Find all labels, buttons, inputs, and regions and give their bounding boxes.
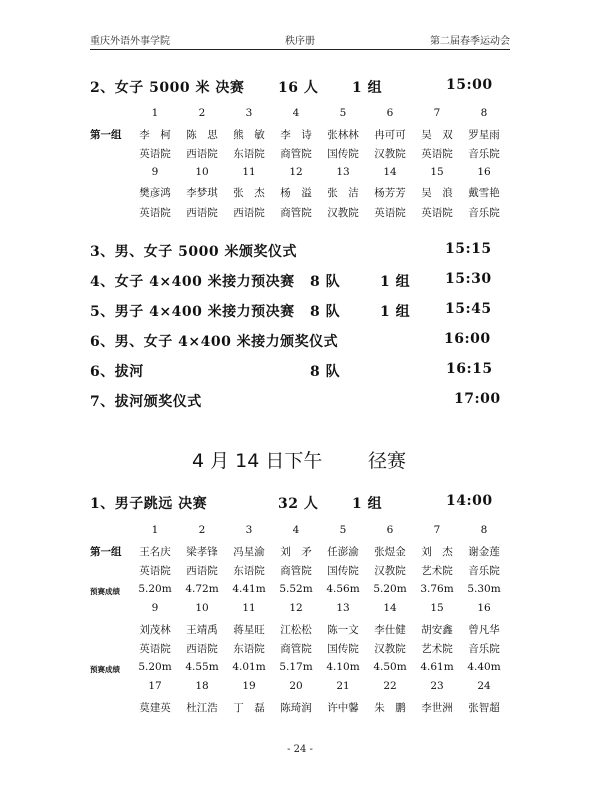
schedule-title: 6、拔河 [90,364,144,380]
event2-cell: 4.40m [467,660,501,673]
event1-cell: 西语院 [233,206,265,219]
event2-cell: 4.50m [373,660,407,673]
event2-cell: 曾凡华 [468,623,500,636]
event1-cell: 国传院 [327,148,359,160]
event2-cell: 英语院 [139,643,171,655]
event2-row-label: 预赛成绩 [90,586,120,596]
schedule-count: 8 队 [310,304,341,320]
event2-row [0,544,600,560]
event2-row [0,622,600,638]
schedule-count: 8 队 [310,364,341,380]
event1-cell: 3 [245,107,253,119]
event2-row-label: 第一组 [90,545,122,558]
event1-time: 15:00 [446,77,493,93]
schedule-groups: 1 组 [380,274,411,290]
schedule-title: 6、男、女子 4×400 米接力颁奖仪式 [90,334,339,350]
event2-cell: 21 [336,680,350,692]
event1-cell: 西语院 [186,206,218,219]
header-event: 第二届春季运动会 [430,36,510,47]
event2-cell: 艺术院 [421,643,453,655]
event2-cell: 5.20m [138,660,172,673]
event1-cell: 8 [480,107,488,119]
event1-cell: 15 [430,165,444,178]
event1-cell: 东语院 [233,148,265,160]
event2-cell: 张煜金 [374,545,406,558]
event2-cell: 许中馨 [327,701,359,714]
event1-cell: 吴 双 [421,128,453,141]
event2-cell: 杜江浩 [186,701,218,714]
event1-cell: 英语院 [374,206,406,219]
schedule-title: 5、男子 4×400 米接力预决赛 [90,304,295,320]
event2-cell: 19 [242,680,256,692]
event1-cell: 樊彦鸿 [139,187,171,199]
event2-cell: 3 [245,524,253,536]
event2-cell: 音乐院 [468,565,500,577]
event2-cell: 音乐院 [468,643,500,655]
schedule-time: 17:00 [454,391,501,407]
section-type: 径赛 [368,450,407,472]
event1-row [0,146,600,162]
event1-cell: 陈 思 [186,128,218,141]
event2-cell: 4.10m [326,660,360,673]
event2-title: 1、男子跳远 决赛 [90,496,208,512]
schedule-time: 16:00 [444,331,491,347]
event2-cell: 朱 鹏 [374,701,406,714]
event2-cell: 4 [292,524,300,536]
event2-time: 14:00 [446,493,493,509]
event2-cell: 冯星渝 [233,545,265,558]
event1-row-label: 第一组 [90,128,122,141]
event2-cell: 江松松 [280,623,312,636]
event1-cell: 熊 敏 [233,128,265,141]
event1-cell: 罗星雨 [468,128,500,141]
schedule-groups: 1 组 [380,304,411,320]
event2-cell: 刘茂林 [139,623,171,636]
event2-cell: 13 [336,602,350,614]
page-number: - 24 - [287,744,313,755]
schedule-title: 3、男、女子 5000 米颁奖仪式 [90,244,297,260]
event1-cell: 吴 浪 [421,187,453,199]
header-rule [90,49,510,50]
event1-row [0,127,600,143]
event2-cell: 谢金莲 [468,545,500,558]
event2-cell: 商管院 [280,565,312,577]
event2-cell: 15 [430,602,444,614]
header-title: 秩序册 [285,36,315,47]
event2-row [0,661,600,677]
event1-cell: 张 洁 [327,187,359,199]
event2-cell: 5.52m [279,582,313,595]
event2-cell: 16 [477,602,491,614]
event1-cell: 音乐院 [468,148,500,160]
event1-cell: 杨芳芳 [374,187,406,199]
section-date: 4 月 14 日下午 [192,450,323,472]
event1-cell: 张林林 [327,128,359,141]
event2-cell: 8 [480,524,488,536]
event2-cell: 西语院 [186,565,218,577]
event2-cell: 国传院 [327,643,359,655]
event1-cell: 英语院 [139,206,171,219]
event1-row [0,205,600,221]
event2-cell: 1 [151,524,159,536]
event1-cell: 4 [292,107,300,119]
event2-cell: 20 [289,680,303,692]
event2-cell: 李仕健 [374,623,406,636]
event2-cell: 7 [433,524,441,536]
event2-cell: 李世洲 [421,701,453,714]
event2-row [0,583,600,599]
event1-cell: 西语院 [186,148,218,160]
event2-cell: 12 [289,602,303,614]
event2-cell: 刘 杰 [421,545,453,558]
event2-cell: 22 [383,680,397,692]
event2-cell: 东语院 [233,643,265,655]
event1-count: 16 人 [278,80,319,96]
event1-cell: 英语院 [139,148,171,160]
event2-row [0,700,600,716]
schedule-time: 16:15 [446,361,493,377]
event2-cell: 蒋星旺 [233,623,265,636]
event1-cell: 2 [198,107,206,119]
event2-cell: 5.30m [467,582,501,595]
schedule-time: 15:15 [445,241,492,257]
event2-cell: 刘 矛 [280,545,312,558]
event2-cell: 23 [430,680,444,692]
event2-cell: 4.01m [232,660,266,673]
event2-row [0,524,600,540]
event2-cell: 4.61m [420,660,454,673]
event2-count: 32 人 [278,496,319,512]
event1-cell: 11 [242,165,256,178]
event1-cell: 英语院 [421,206,453,219]
event1-cell: 杨 溢 [280,187,312,199]
event2-cell: 5 [339,524,347,536]
event2-cell: 4.72m [185,582,219,595]
event2-cell: 5.17m [279,660,313,673]
event2-cell: 王靖禹 [186,623,218,636]
event2-cell: 24 [477,680,491,692]
event2-cell: 17 [148,680,162,692]
event1-row [0,166,600,182]
event2-cell: 9 [151,602,159,614]
event1-cell: 汉教院 [374,148,406,160]
event2-cell: 汉教院 [374,565,406,577]
event2-cell: 陈一文 [327,623,359,636]
event1-cell: 13 [336,165,350,178]
event2-cell: 莫建英 [139,701,171,714]
event2-cell: 国传院 [327,565,359,577]
event2-row [0,602,600,618]
event2-cell: 王名庆 [139,545,171,558]
event1-cell: 12 [289,165,303,178]
event2-cell: 2 [198,524,206,536]
event2-cell: 4.55m [185,660,219,673]
event2-cell: 丁 磊 [233,701,265,714]
event1-cell: 5 [339,107,347,119]
event2-cell: 英语院 [139,565,171,577]
event2-cell: 18 [195,680,209,692]
event2-row [0,680,600,696]
event2-row [0,563,600,579]
event2-cell: 艺术院 [421,565,453,577]
event2-cell: 张智超 [468,701,500,714]
event1-cell: 音乐院 [468,206,500,219]
event2-groups: 1 组 [352,496,383,512]
event2-cell: 西语院 [186,643,218,655]
event1-cell: 李 诗 [280,128,312,141]
event2-cell: 梁孝锋 [186,545,218,558]
event1-cell: 张 杰 [233,187,265,199]
schedule-title: 7、拔河颁奖仪式 [90,394,202,410]
event1-cell: 6 [386,107,394,119]
event1-row [0,185,600,201]
event2-cell: 东语院 [233,565,265,577]
event1-cell: 商管院 [280,206,312,219]
event2-cell: 胡安鑫 [421,623,453,636]
event2-row-label: 预赛成绩 [90,664,120,674]
schedule-time: 15:30 [445,271,492,287]
event1-cell: 李梦琪 [186,187,218,199]
event1-cell: 商管院 [280,148,312,160]
event1-row [0,107,600,123]
schedule-title: 4、女子 4×400 米接力预决赛 [90,274,295,290]
event1-cell: 7 [433,107,441,119]
event1-cell: 1 [151,107,159,119]
event1-cell: 冉可可 [374,128,406,141]
page-header [90,30,510,48]
event2-cell: 10 [195,602,209,614]
event2-cell: 4.56m [326,582,360,595]
event1-cell: 9 [151,165,159,178]
event2-cell: 14 [383,602,397,614]
schedule-time: 15:45 [445,301,492,317]
schedule-count: 8 队 [310,274,341,290]
event1-cell: 汉教院 [327,206,359,219]
event2-row [0,641,600,657]
event1-cell: 英语院 [421,148,453,160]
event2-cell: 汉教院 [374,643,406,655]
event2-cell: 11 [242,602,256,614]
event2-cell: 5.20m [373,582,407,595]
event1-cell: 李 柯 [139,128,171,141]
event2-cell: 陈琦润 [280,701,312,714]
event1-cell: 戴雪艳 [468,187,500,199]
event1-title: 2、女子 5000 米 决赛 [90,80,245,96]
event2-cell: 3.76m [420,582,454,595]
event2-cell: 6 [386,524,394,536]
event1-groups: 1 组 [352,80,383,96]
event1-cell: 14 [383,165,397,178]
event2-cell: 任澎渝 [327,545,359,558]
header-school: 重庆外语外事学院 [90,36,170,47]
event1-cell: 10 [195,165,209,178]
event2-cell: 4.41m [232,582,266,595]
event2-cell: 5.20m [138,582,172,595]
event1-cell: 16 [477,165,491,178]
event2-cell: 商管院 [280,643,312,655]
